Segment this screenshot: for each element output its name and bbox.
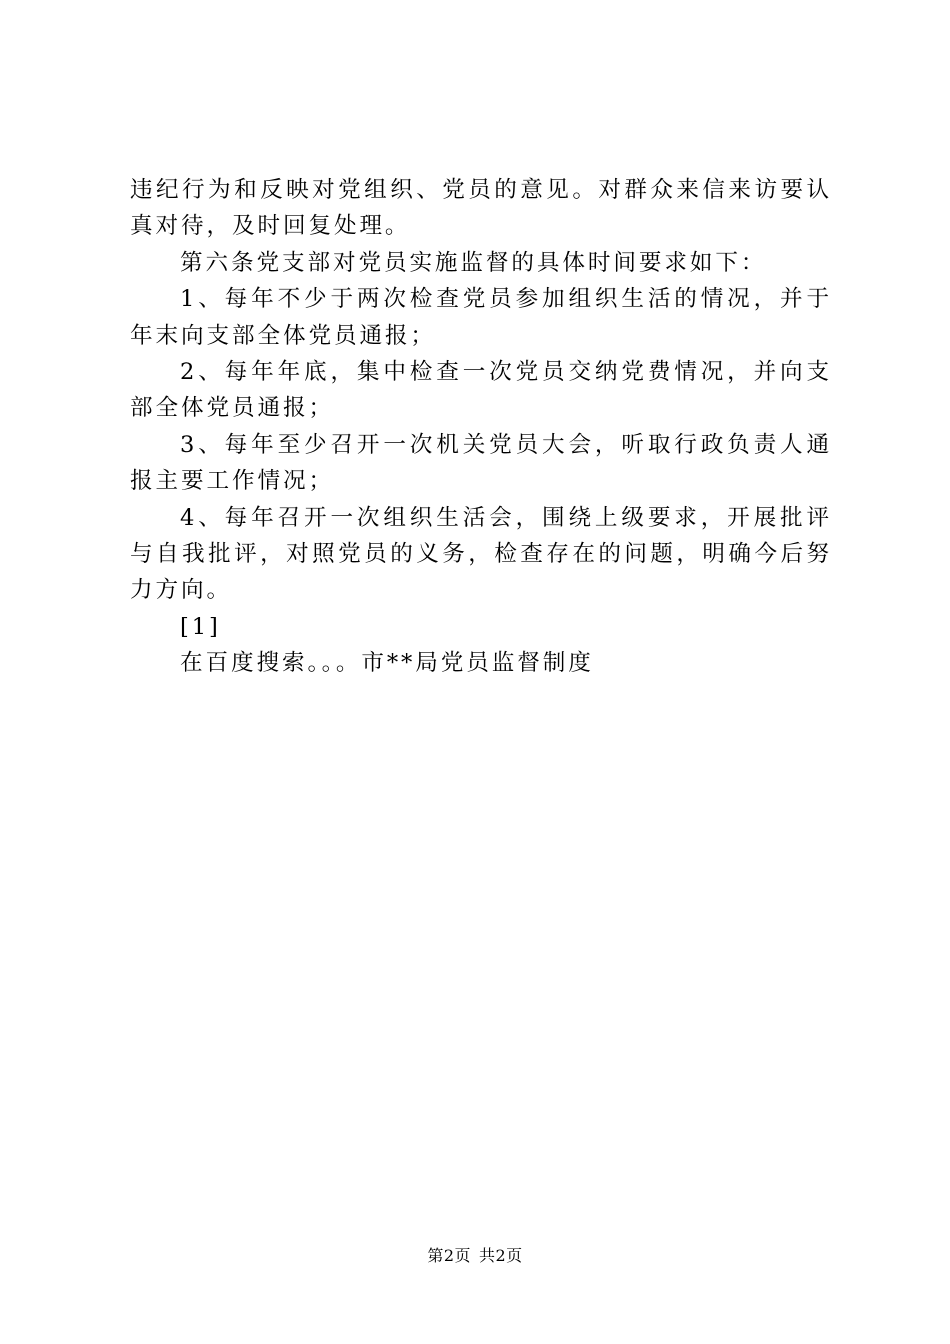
page-number: 第2页 [427, 1246, 471, 1265]
paragraph-continuation: 违纪行为和反映对党组织、党员的意见。对群众来信来访要认真对待，及时回复处理。 [130, 177, 832, 240]
paragraph-item-3: 3、每年至少召开一次机关党员大会，听取行政负责人通报主要工作情况； [130, 431, 832, 495]
paragraph-item-1: 1、每年不少于两次检查党员参加组织生活的情况，并于年末向支部全体党员通报； [130, 286, 832, 349]
search-note: 在百度搜索。。。市**局党员监督制度 [180, 650, 594, 677]
page-footer [0, 1243, 950, 1266]
document-body [130, 172, 832, 682]
paragraph-article-six: 第六条党支部对党员实施监督的具体时间要求如下： [180, 249, 767, 276]
paragraph-item-4: 4、每年召开一次组织生活会，围绕上级要求，开展批评与自我批评，对照党员的义务，检查存在的问题，明确今后努力方向。 [130, 504, 832, 604]
page-total: 共2页 [479, 1246, 523, 1265]
footnote-reference: [1] [180, 613, 221, 640]
paragraph-item-2: 2、每年年底，集中检查一次党员交纳党费情况，并向支部全体党员通报； [130, 359, 832, 422]
